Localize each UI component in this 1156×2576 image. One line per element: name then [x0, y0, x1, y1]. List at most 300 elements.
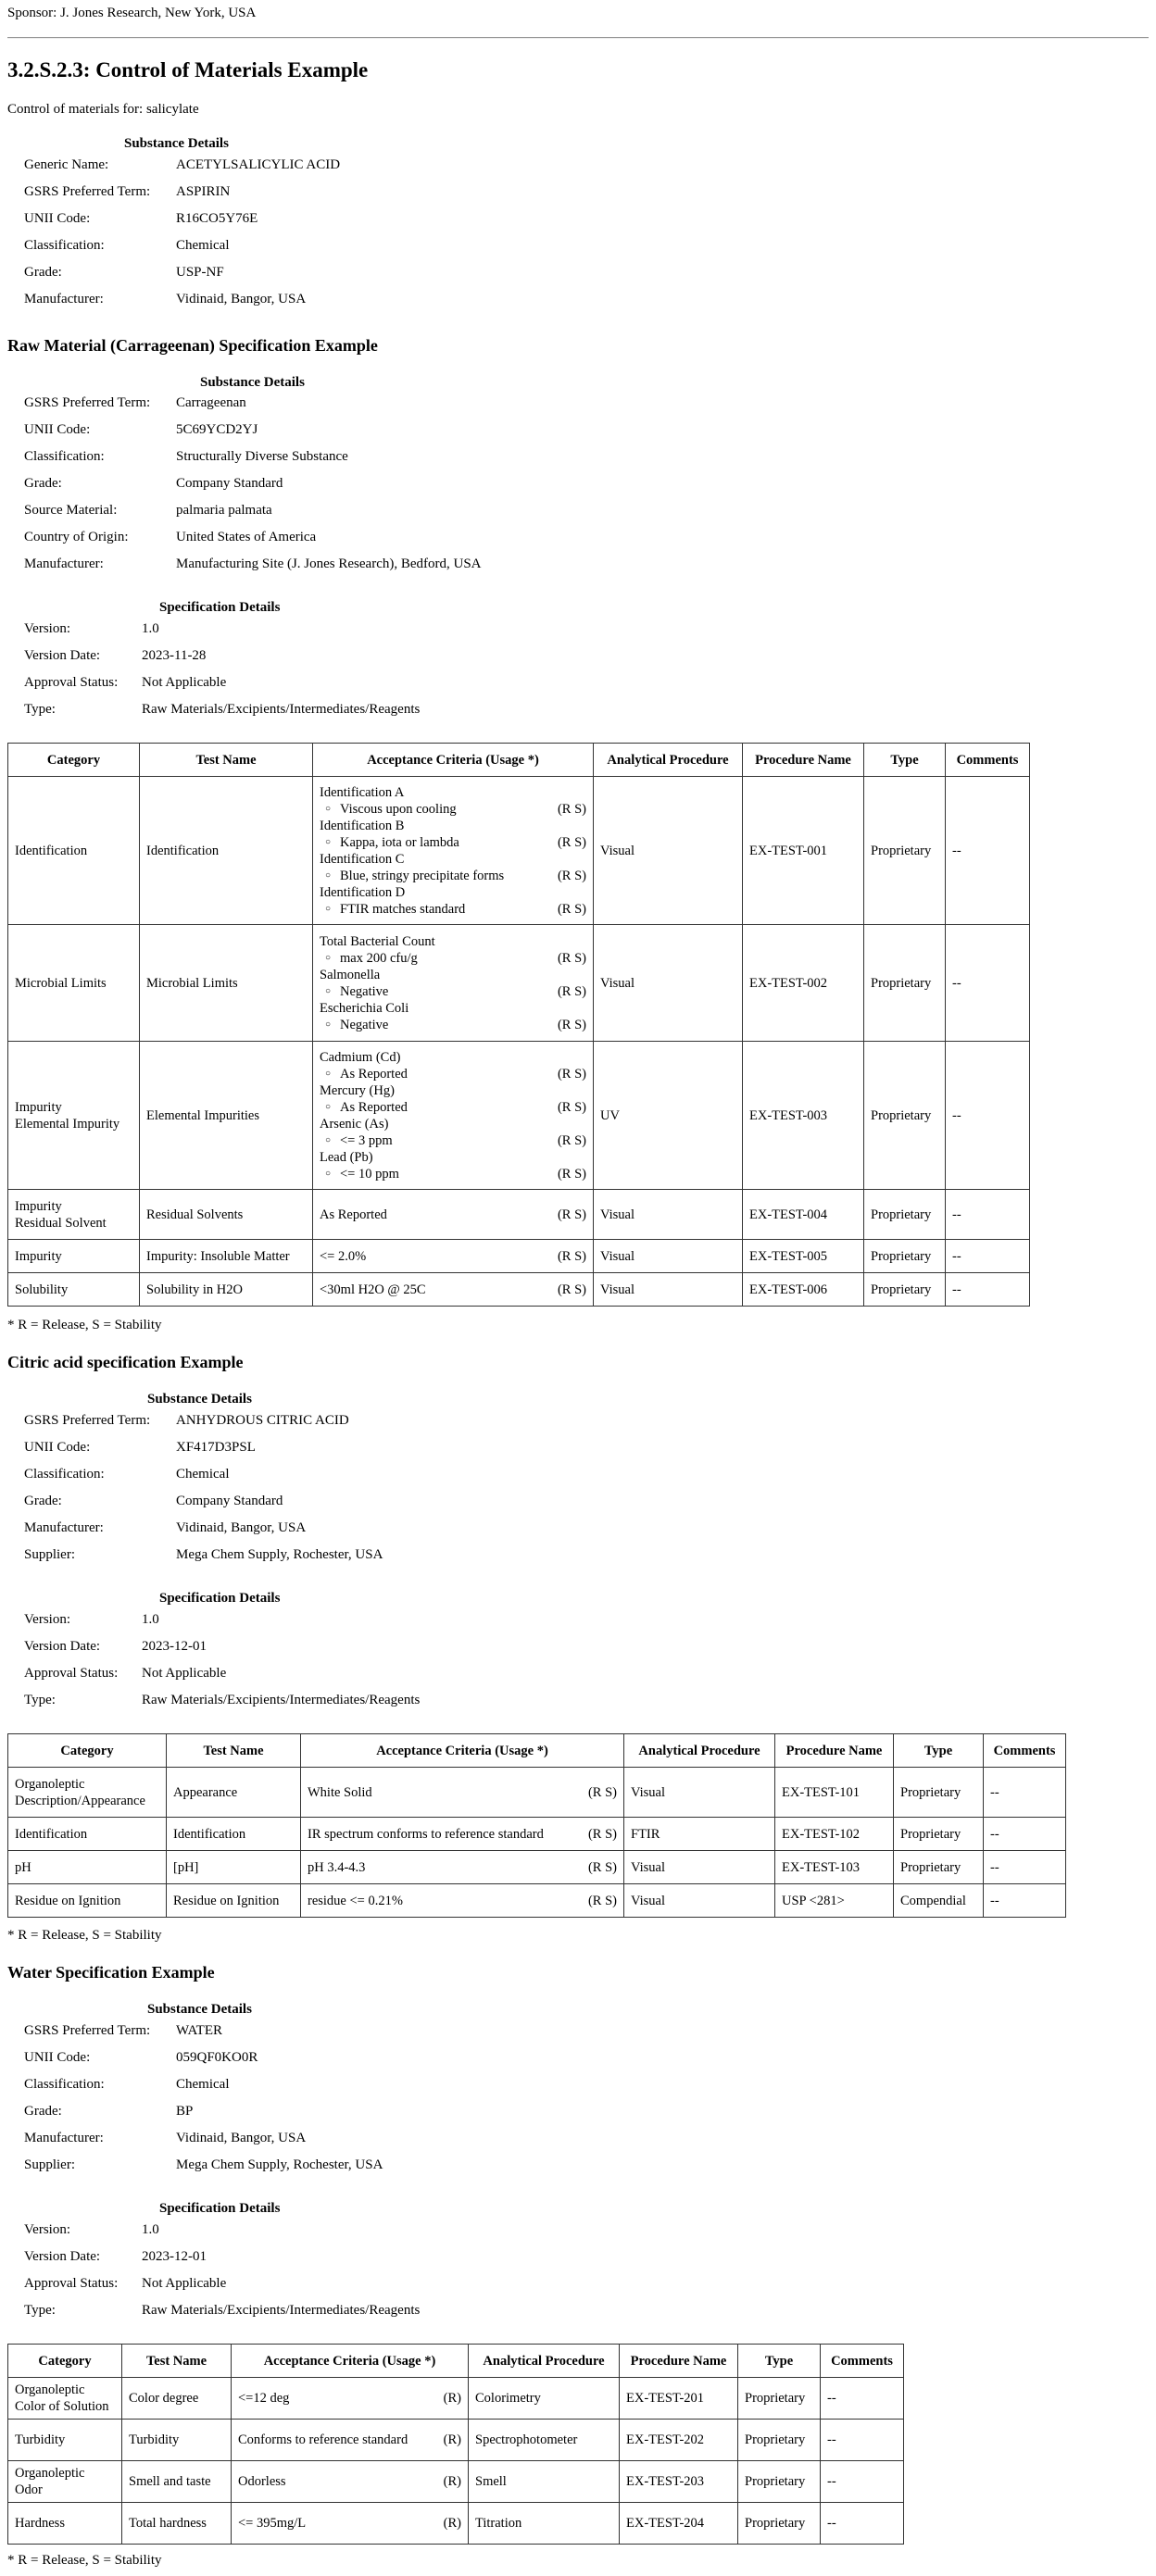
- test-name-cell: Appearance: [167, 1768, 301, 1818]
- category-cell: [8, 1273, 140, 1307]
- acceptance-criteria-header: Acceptance Criteria (Usage *): [301, 1734, 624, 1768]
- gsrs-value: WATER: [176, 2023, 222, 2038]
- criteria-text: ○ Viscous upon cooling: [320, 801, 457, 818]
- test-name-header: Test Name: [140, 744, 313, 777]
- criteria-text: ○ Blue, stringy precipitate forms: [320, 868, 504, 884]
- category-text: Description/Appearance: [15, 1793, 145, 1808]
- criteria-text: <= 395mg/L: [238, 2516, 307, 2531]
- category-cell: [8, 1818, 167, 1851]
- usage-text: (R): [443, 2474, 461, 2489]
- type-cell: Proprietary: [864, 1042, 946, 1190]
- table-row: [8, 1042, 1030, 1190]
- analytical-procedure-cell: FTIR: [624, 1818, 775, 1851]
- substance-caption: Substance Details: [124, 136, 229, 151]
- usage-text: (R S): [587, 1893, 617, 1908]
- supplier-value: Mega Chem Supply, Rochester, USA: [176, 2157, 383, 2172]
- acceptance-criteria-cell: [313, 1190, 594, 1240]
- generic-name-label: Generic Name:: [24, 157, 109, 172]
- classification-value: Chemical: [176, 1467, 230, 1482]
- comments-cell: --: [946, 777, 1030, 925]
- comments-cell: --: [821, 2503, 904, 2545]
- type-cell: Proprietary: [864, 1273, 946, 1307]
- gsrs-label: GSRS Preferred Term:: [24, 2023, 151, 2038]
- analytical-procedure-cell: Colorimetry: [469, 2378, 620, 2420]
- classification-value: Chemical: [176, 238, 230, 253]
- usage-text: (R S): [557, 983, 586, 999]
- unii-value: XF417D3PSL: [176, 1440, 256, 1455]
- grade-label: Grade:: [24, 1494, 62, 1508]
- citric-heading: Citric acid specification Example: [7, 1353, 244, 1371]
- category-text: Impurity: [15, 1248, 62, 1264]
- usage-text: (R): [443, 2516, 461, 2531]
- type-label: Type:: [24, 1693, 56, 1707]
- comments-cell: --: [946, 1273, 1030, 1307]
- usage-text: (R S): [557, 950, 586, 966]
- category-cell: [8, 2420, 122, 2461]
- manufacturer-value: Vidinaid, Bangor, USA: [176, 292, 307, 306]
- usage-text: (R S): [587, 1826, 617, 1842]
- criteria-text: ○ As Reported: [320, 1099, 408, 1116]
- analytical-procedure-cell: Titration: [469, 2503, 620, 2545]
- procedure-name-cell: EX-TEST-103: [775, 1851, 894, 1884]
- source-material-value: palmaria palmata: [176, 503, 272, 518]
- spec-caption: Specification Details: [159, 1591, 281, 1606]
- category-text: Residue on Ignition: [15, 1893, 121, 1908]
- analytical-procedure-cell: Visual: [624, 1851, 775, 1884]
- category-text: Identification: [15, 1826, 88, 1842]
- footnote: * R = Release, S = Stability: [7, 2553, 162, 2568]
- type-cell: Proprietary: [738, 2378, 821, 2420]
- version-value: 1.0: [142, 621, 159, 636]
- comments-cell: --: [946, 1042, 1030, 1190]
- divider: [7, 37, 1149, 39]
- category-text: pH: [15, 1859, 31, 1875]
- category-cell: [8, 2503, 122, 2545]
- procedure-name-cell: USP <281>: [775, 1884, 894, 1918]
- grade-value: Company Standard: [176, 1494, 283, 1508]
- procedure-name-cell: EX-TEST-101: [775, 1768, 894, 1818]
- test-name-cell: Microbial Limits: [140, 925, 313, 1042]
- type-cell: Proprietary: [864, 1190, 946, 1240]
- criteria-text: ○ FTIR matches standard: [320, 901, 465, 918]
- version-date-value: 2023-12-01: [142, 2249, 207, 2264]
- category-text: Color of Solution: [15, 2399, 109, 2414]
- type-value: Raw Materials/Excipients/Intermediates/Reagents: [142, 702, 421, 717]
- category-text: Identification: [15, 843, 88, 858]
- procedure-name-cell: EX-TEST-201: [620, 2378, 738, 2420]
- comments-header: Comments: [984, 1734, 1066, 1768]
- comments-cell: --: [821, 2420, 904, 2461]
- gsrs-value: ASPIRIN: [176, 184, 231, 199]
- criteria-text: Mercury (Hg): [320, 1082, 395, 1098]
- criteria-text: ○ Kappa, iota or lambda: [320, 834, 459, 851]
- test-name-header: Test Name: [122, 2345, 232, 2378]
- category-cell: [8, 1851, 167, 1884]
- test-name-cell: Turbidity: [122, 2420, 232, 2461]
- substance-caption: Substance Details: [147, 2002, 252, 2017]
- procedure-name-cell: EX-TEST-001: [743, 777, 864, 925]
- approval-status-label: Approval Status:: [24, 675, 119, 690]
- usage-text: (R S): [587, 1859, 617, 1875]
- usage-text: (R S): [557, 1099, 586, 1115]
- category-text: Microbial Limits: [15, 975, 107, 991]
- type-value: Raw Materials/Excipients/Intermediates/Reagents: [142, 1693, 421, 1707]
- usage-text: (R S): [557, 1066, 586, 1082]
- type-cell: Proprietary: [864, 925, 946, 1042]
- type-value: Raw Materials/Excipients/Intermediates/Reagents: [142, 2303, 421, 2318]
- comments-header: Comments: [821, 2345, 904, 2378]
- table-row: [8, 2420, 904, 2461]
- acceptance-criteria-cell: [301, 1818, 624, 1851]
- acceptance-criteria-cell: [301, 1851, 624, 1884]
- type-header: Type: [738, 2345, 821, 2378]
- table-row: [8, 777, 1030, 925]
- gsrs-label: GSRS Preferred Term:: [24, 184, 151, 199]
- criteria-text: <30ml H2O @ 25C: [320, 1282, 426, 1297]
- acceptance-criteria-cell: [301, 1884, 624, 1918]
- category-text: Odor: [15, 2482, 43, 2497]
- test-name-cell: [pH]: [167, 1851, 301, 1884]
- supplier-label: Supplier:: [24, 1547, 75, 1562]
- category-text: Impurity: [15, 1099, 62, 1115]
- type-cell: Proprietary: [864, 777, 946, 925]
- classification-label: Classification:: [24, 2077, 105, 2092]
- manufacturer-value: Vidinaid, Bangor, USA: [176, 2131, 307, 2145]
- version-date-label: Version Date:: [24, 648, 101, 663]
- unii-value: R16CO5Y76E: [176, 211, 258, 226]
- analytical-procedure-header: Analytical Procedure: [624, 1734, 775, 1768]
- source-material-label: Source Material:: [24, 503, 118, 518]
- classification-label: Classification:: [24, 449, 105, 464]
- procedure-name-header: Procedure Name: [743, 744, 864, 777]
- category-cell: [8, 2461, 122, 2503]
- country-origin-label: Country of Origin:: [24, 530, 129, 544]
- usage-text: (R S): [557, 1282, 586, 1297]
- criteria-text: Identification B: [320, 818, 405, 833]
- usage-text: (R S): [587, 1784, 617, 1800]
- test-name-cell: Color degree: [122, 2378, 232, 2420]
- acceptance-criteria-cell: [232, 2503, 469, 2545]
- grade-value: USP-NF: [176, 265, 224, 280]
- category-text: Elemental Impurity: [15, 1116, 120, 1132]
- usage-text: (R S): [557, 834, 586, 850]
- table-row: [8, 925, 1030, 1042]
- test-name-cell: Solubility in H2O: [140, 1273, 313, 1307]
- test-name-cell: Impurity: Insoluble Matter: [140, 1240, 313, 1273]
- analytical-procedure-cell: UV: [594, 1042, 743, 1190]
- type-cell: Compendial: [894, 1884, 984, 1918]
- acceptance-criteria-cell: [232, 2378, 469, 2420]
- unii-label: UNII Code:: [24, 211, 91, 226]
- table-row: [8, 1851, 1066, 1884]
- classification-value: Structurally Diverse Substance: [176, 449, 348, 464]
- criteria-text: Arsenic (As): [320, 1116, 389, 1132]
- category-text: Organoleptic: [15, 2466, 85, 2481]
- analytical-procedure-cell: Visual: [594, 1190, 743, 1240]
- comments-cell: --: [946, 925, 1030, 1042]
- type-label: Type:: [24, 702, 56, 717]
- procedure-name-cell: EX-TEST-004: [743, 1190, 864, 1240]
- type-cell: Proprietary: [894, 1851, 984, 1884]
- unii-label: UNII Code:: [24, 1440, 91, 1455]
- criteria-text: <= 2.0%: [320, 1248, 367, 1264]
- comments-cell: --: [984, 1818, 1066, 1851]
- category-header: Category: [8, 744, 140, 777]
- category-text: Organoleptic: [15, 1776, 85, 1792]
- version-date-value: 2023-11-28: [142, 648, 207, 663]
- type-header: Type: [864, 744, 946, 777]
- criteria-text: <=12 deg: [238, 2391, 290, 2406]
- usage-text: (R S): [557, 1132, 586, 1148]
- criteria-text: Conforms to reference standard: [238, 2432, 408, 2447]
- acceptance-criteria-cell: [313, 1042, 594, 1190]
- substance-caption: Substance Details: [200, 375, 305, 390]
- category-header: Category: [8, 2345, 122, 2378]
- procedure-name-cell: EX-TEST-003: [743, 1042, 864, 1190]
- unii-label: UNII Code:: [24, 422, 91, 437]
- category-cell: [8, 1190, 140, 1240]
- criteria-text: Total Bacterial Count: [320, 933, 435, 949]
- criteria-text: ○ Negative: [320, 1017, 388, 1033]
- test-name-cell: Smell and taste: [122, 2461, 232, 2503]
- test-name-cell: Total hardness: [122, 2503, 232, 2545]
- criteria-text: ○ <= 10 ppm: [320, 1166, 399, 1182]
- grade-label: Grade:: [24, 265, 62, 280]
- category-cell: [8, 2378, 122, 2420]
- usage-text: (R S): [557, 901, 586, 917]
- category-header: Category: [8, 1734, 167, 1768]
- type-cell: Proprietary: [738, 2461, 821, 2503]
- table-row: [8, 1768, 1066, 1818]
- spec-caption: Specification Details: [159, 600, 281, 615]
- criteria-text: Odorless: [238, 2474, 286, 2489]
- table-row: [8, 1273, 1030, 1307]
- criteria-text: Identification A: [320, 784, 405, 800]
- procedure-name-header: Procedure Name: [775, 1734, 894, 1768]
- analytical-procedure-cell: Visual: [624, 1884, 775, 1918]
- category-cell: [8, 1240, 140, 1273]
- criteria-text: residue <= 0.21%: [308, 1893, 403, 1908]
- category-cell: [8, 1042, 140, 1190]
- analytical-procedure-cell: Visual: [624, 1768, 775, 1818]
- type-header: Type: [894, 1734, 984, 1768]
- analytical-procedure-cell: Visual: [594, 1273, 743, 1307]
- grade-label: Grade:: [24, 476, 62, 491]
- substance-caption: Substance Details: [147, 1392, 252, 1407]
- type-cell: Proprietary: [738, 2503, 821, 2545]
- test-name-cell: Residual Solvents: [140, 1190, 313, 1240]
- criteria-text: Lead (Pb): [320, 1149, 373, 1165]
- type-cell: Proprietary: [738, 2420, 821, 2461]
- carrageenan-heading: Raw Material (Carrageenan) Specification Example: [7, 336, 378, 355]
- manufacturer-value: Vidinaid, Bangor, USA: [176, 1520, 307, 1535]
- manufacturer-label: Manufacturer:: [24, 292, 104, 306]
- table-row: [8, 2461, 904, 2503]
- category-cell: [8, 1768, 167, 1818]
- approval-status-value: Not Applicable: [142, 675, 227, 690]
- unii-value: 5C69YCD2YJ: [176, 422, 258, 437]
- spec-caption: Specification Details: [159, 2201, 281, 2216]
- procedure-name-cell: EX-TEST-002: [743, 925, 864, 1042]
- test-name-cell: Residue on Ignition: [167, 1884, 301, 1918]
- criteria-text: Identification D: [320, 884, 406, 900]
- usage-text: (R S): [557, 868, 586, 883]
- category-text: Solubility: [15, 1282, 69, 1297]
- criteria-text: ○ max 200 cfu/g: [320, 950, 418, 967]
- comments-header: Comments: [946, 744, 1030, 777]
- category-text: Residual Solvent: [15, 1215, 107, 1231]
- procedure-name-cell: EX-TEST-202: [620, 2420, 738, 2461]
- type-label: Type:: [24, 2303, 56, 2318]
- version-label: Version:: [24, 1612, 70, 1627]
- gsrs-label: GSRS Preferred Term:: [24, 1413, 151, 1428]
- comments-cell: --: [984, 1884, 1066, 1918]
- comments-cell: --: [984, 1851, 1066, 1884]
- usage-text: (R S): [557, 1166, 586, 1182]
- classification-label: Classification:: [24, 1467, 105, 1482]
- carrageenan-spec-table: [7, 743, 1030, 1307]
- table-row: [8, 1190, 1030, 1240]
- usage-text: (R S): [557, 1207, 586, 1222]
- procedure-name-cell: EX-TEST-203: [620, 2461, 738, 2503]
- usage-text: (R S): [557, 1248, 586, 1264]
- acceptance-criteria-header: Acceptance Criteria (Usage *): [313, 744, 594, 777]
- comments-cell: --: [946, 1240, 1030, 1273]
- criteria-text: Salmonella: [320, 967, 381, 982]
- category-text: Impurity: [15, 1198, 62, 1214]
- type-cell: Proprietary: [894, 1818, 984, 1851]
- citric-spec-table: [7, 1733, 1066, 1918]
- approval-status-label: Approval Status:: [24, 2276, 119, 2291]
- analytical-procedure-cell: Visual: [594, 925, 743, 1042]
- comments-cell: --: [821, 2461, 904, 2503]
- analytical-procedure-cell: Smell: [469, 2461, 620, 2503]
- criteria-text: ○ As Reported: [320, 1066, 408, 1082]
- table-row: [8, 2378, 904, 2420]
- analytical-procedure-cell: Visual: [594, 1240, 743, 1273]
- unii-label: UNII Code:: [24, 2050, 91, 2065]
- intro-text: Control of materials for: salicylate: [7, 102, 199, 117]
- water-heading: Water Specification Example: [7, 1963, 215, 1982]
- procedure-name-cell: EX-TEST-005: [743, 1240, 864, 1273]
- usage-text: (R): [443, 2432, 461, 2447]
- category-cell: [8, 777, 140, 925]
- type-cell: Proprietary: [864, 1240, 946, 1273]
- manufacturer-value: Manufacturing Site (J. Jones Research), Bedford, USA: [176, 556, 482, 571]
- version-date-value: 2023-12-01: [142, 1639, 207, 1654]
- criteria-text: Identification C: [320, 851, 405, 867]
- category-cell: [8, 1884, 167, 1918]
- grade-value: Company Standard: [176, 476, 283, 491]
- test-name-cell: Elemental Impurities: [140, 1042, 313, 1190]
- gsrs-value: Carrageenan: [176, 395, 246, 410]
- comments-cell: --: [946, 1190, 1030, 1240]
- version-label: Version:: [24, 2222, 70, 2237]
- gsrs-value: ANHYDROUS CITRIC ACID: [176, 1413, 349, 1428]
- usage-text: (R S): [557, 1017, 586, 1032]
- manufacturer-label: Manufacturer:: [24, 1520, 104, 1535]
- criteria-text: ○ <= 3 ppm: [320, 1132, 393, 1149]
- procedure-name-cell: EX-TEST-006: [743, 1273, 864, 1307]
- manufacturer-label: Manufacturer:: [24, 556, 104, 571]
- analytical-procedure-cell: Visual: [594, 777, 743, 925]
- approval-status-value: Not Applicable: [142, 2276, 227, 2291]
- supplier-value: Mega Chem Supply, Rochester, USA: [176, 1547, 383, 1562]
- procedure-name-header: Procedure Name: [620, 2345, 738, 2378]
- acceptance-criteria-cell: [313, 925, 594, 1042]
- page-title: 3.2.S.2.3: Control of Materials Example: [7, 58, 369, 81]
- acceptance-criteria-header: Acceptance Criteria (Usage *): [232, 2345, 469, 2378]
- category-text: Hardness: [15, 2516, 65, 2531]
- criteria-text: pH 3.4-4.3: [308, 1859, 366, 1875]
- type-cell: Proprietary: [894, 1768, 984, 1818]
- test-name-cell: Identification: [167, 1818, 301, 1851]
- grade-value: BP: [176, 2104, 194, 2119]
- category-cell: [8, 925, 140, 1042]
- table-row: [8, 1884, 1066, 1918]
- approval-status-label: Approval Status:: [24, 1666, 119, 1681]
- criteria-text: IR spectrum conforms to reference standard: [308, 1826, 544, 1842]
- acceptance-criteria-cell: [313, 777, 594, 925]
- category-text: Turbidity: [15, 2432, 66, 2447]
- unii-value: 059QF0KO0R: [176, 2050, 258, 2065]
- version-date-label: Version Date:: [24, 1639, 101, 1654]
- test-name-header: Test Name: [167, 1734, 301, 1768]
- acceptance-criteria-cell: [313, 1240, 594, 1273]
- criteria-text: Escherichia Coli: [320, 1000, 409, 1016]
- table-row: [8, 1818, 1066, 1851]
- classification-label: Classification:: [24, 238, 105, 253]
- gsrs-label: GSRS Preferred Term:: [24, 395, 151, 410]
- criteria-text: Cadmium (Cd): [320, 1049, 401, 1065]
- water-spec-table: [7, 2344, 904, 2545]
- analytical-procedure-cell: Spectrophotometer: [469, 2420, 620, 2461]
- version-value: 1.0: [142, 2222, 159, 2237]
- procedure-name-cell: EX-TEST-102: [775, 1818, 894, 1851]
- acceptance-criteria-cell: [301, 1768, 624, 1818]
- category-text: Organoleptic: [15, 2382, 85, 2397]
- version-value: 1.0: [142, 1612, 159, 1627]
- supplier-label: Supplier:: [24, 2157, 75, 2172]
- table-row: [8, 1240, 1030, 1273]
- version-date-label: Version Date:: [24, 2249, 101, 2264]
- classification-value: Chemical: [176, 2077, 230, 2092]
- usage-text: (R): [443, 2391, 461, 2406]
- table-row: [8, 2503, 904, 2545]
- country-origin-value: United States of America: [176, 530, 317, 544]
- analytical-procedure-header: Analytical Procedure: [469, 2345, 620, 2378]
- grade-label: Grade:: [24, 2104, 62, 2119]
- footnote: * R = Release, S = Stability: [7, 1318, 162, 1332]
- procedure-name-cell: EX-TEST-204: [620, 2503, 738, 2545]
- usage-text: (R S): [557, 801, 586, 817]
- acceptance-criteria-cell: [232, 2420, 469, 2461]
- approval-status-value: Not Applicable: [142, 1666, 227, 1681]
- criteria-text: ○ Negative: [320, 983, 388, 1000]
- criteria-text: As Reported: [320, 1207, 387, 1222]
- version-label: Version:: [24, 621, 70, 636]
- generic-name-value: ACETYLSALICYLIC ACID: [176, 157, 341, 172]
- acceptance-criteria-cell: [313, 1273, 594, 1307]
- sponsor-line: Sponsor: J. Jones Research, New York, USA: [7, 6, 257, 20]
- manufacturer-label: Manufacturer:: [24, 2131, 104, 2145]
- comments-cell: --: [821, 2378, 904, 2420]
- analytical-procedure-header: Analytical Procedure: [594, 744, 743, 777]
- acceptance-criteria-cell: [232, 2461, 469, 2503]
- footnote: * R = Release, S = Stability: [7, 1928, 162, 1943]
- comments-cell: --: [984, 1768, 1066, 1818]
- test-name-cell: Identification: [140, 777, 313, 925]
